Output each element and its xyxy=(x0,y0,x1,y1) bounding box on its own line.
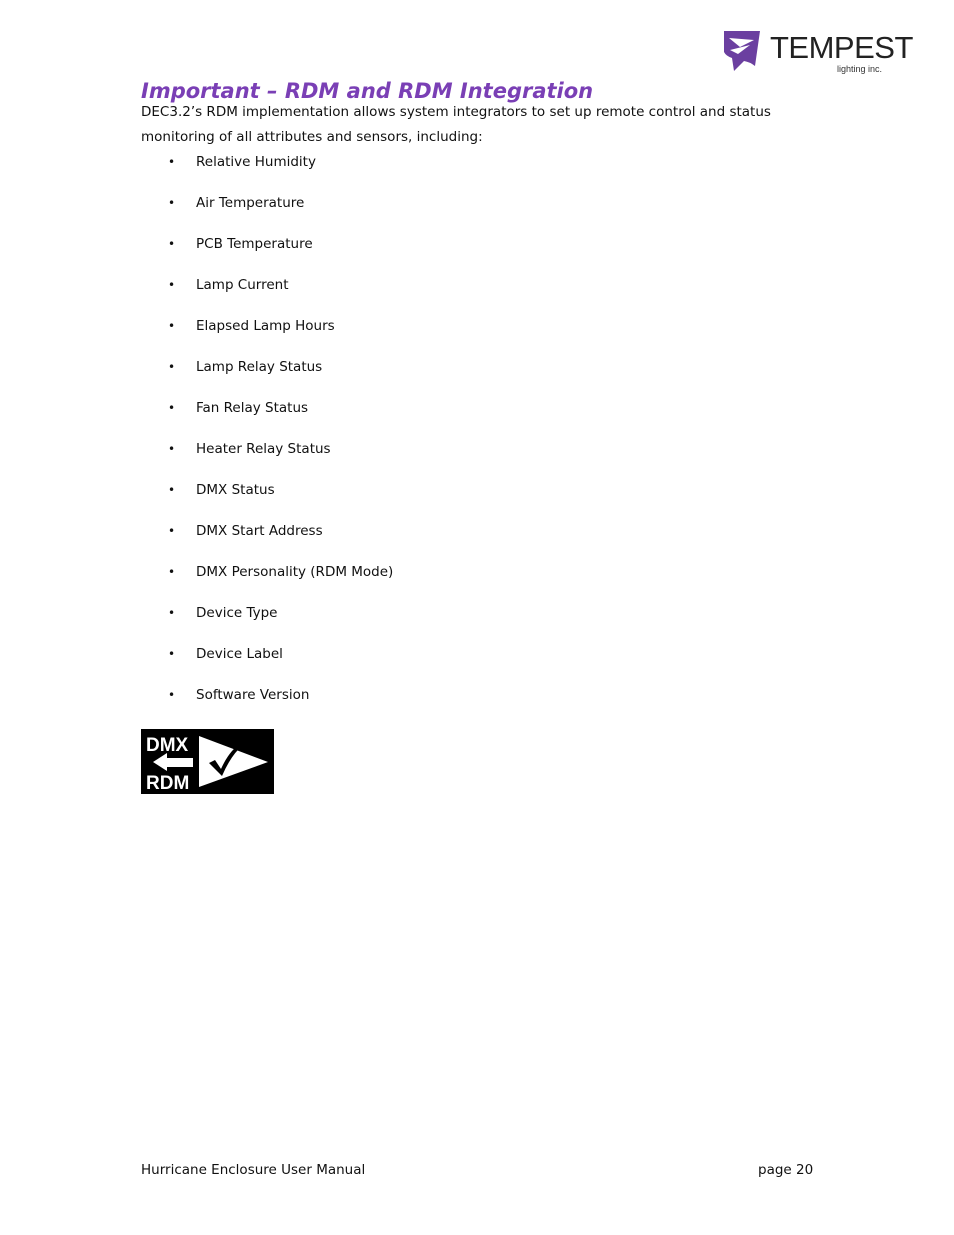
intro-paragraph: DEC3.2’s RDM implementation allows system integrators to set up remote control and status monitoring of all attributes and sensors, including: xyxy=(141,104,771,145)
list-item xyxy=(141,151,393,192)
list-item-label: DMX Start Address xyxy=(196,523,323,539)
bullet-icon: • xyxy=(168,442,176,456)
list-item xyxy=(141,315,393,356)
list-item-label: DMX Personality (RDM Mode) xyxy=(196,564,394,580)
bullet-icon: • xyxy=(168,647,176,661)
list-item-label: Relative Humidity xyxy=(196,154,316,170)
bullet-icon: • xyxy=(168,565,176,579)
list-item xyxy=(141,356,393,397)
list-item-label: Lamp Current xyxy=(196,277,289,293)
list-item-label: Software Version xyxy=(196,687,310,703)
list-item-label: Elapsed Lamp Hours xyxy=(196,318,335,334)
list-item xyxy=(141,479,393,520)
section-heading: Important – RDM and RDM Integration xyxy=(141,79,594,103)
bullet-icon: • xyxy=(168,483,176,497)
list-item xyxy=(141,561,393,602)
tempest-logo xyxy=(720,28,913,78)
list-item xyxy=(141,438,393,479)
tempest-logo-tagline: lighting inc. xyxy=(837,64,883,74)
tempest-logo-mark-icon xyxy=(720,28,764,72)
bullet-icon: • xyxy=(168,401,176,415)
bullet-icon: • xyxy=(168,606,176,620)
list-item-label: Device Type xyxy=(196,605,278,621)
bullet-icon: • xyxy=(168,278,176,292)
list-item xyxy=(141,274,393,315)
list-item xyxy=(141,643,393,684)
list-item xyxy=(141,233,393,274)
tempest-logo-wordmark: TEMPEST xyxy=(770,30,913,65)
bullet-icon: • xyxy=(168,196,176,210)
badge-rdm-text: RDM xyxy=(146,773,190,794)
list-item-label: Lamp Relay Status xyxy=(196,359,323,375)
list-item-label: Fan Relay Status xyxy=(196,400,309,416)
list-item xyxy=(141,192,393,233)
list-item xyxy=(141,684,393,725)
dmx-rdm-badge xyxy=(141,729,274,794)
list-item-label: DMX Status xyxy=(196,482,275,498)
bullet-icon: • xyxy=(168,237,176,251)
list-item-label: Device Label xyxy=(196,646,283,662)
list-item-label: Heater Relay Status xyxy=(196,441,331,457)
bullet-icon: • xyxy=(168,360,176,374)
badge-dmx-text: DMX xyxy=(146,735,189,756)
attribute-list xyxy=(141,151,393,725)
list-item xyxy=(141,397,393,438)
bullet-icon: • xyxy=(168,319,176,333)
list-item xyxy=(141,602,393,643)
footer-page-number: page 20 xyxy=(758,1162,814,1178)
list-item-label: Air Temperature xyxy=(196,195,305,211)
bullet-icon: • xyxy=(168,688,176,702)
bullet-icon: • xyxy=(168,524,176,538)
list-item xyxy=(141,520,393,561)
list-item-label: PCB Temperature xyxy=(196,236,313,252)
footer-manual-title: Hurricane Enclosure User Manual xyxy=(141,1162,366,1178)
bullet-icon: • xyxy=(168,155,176,169)
